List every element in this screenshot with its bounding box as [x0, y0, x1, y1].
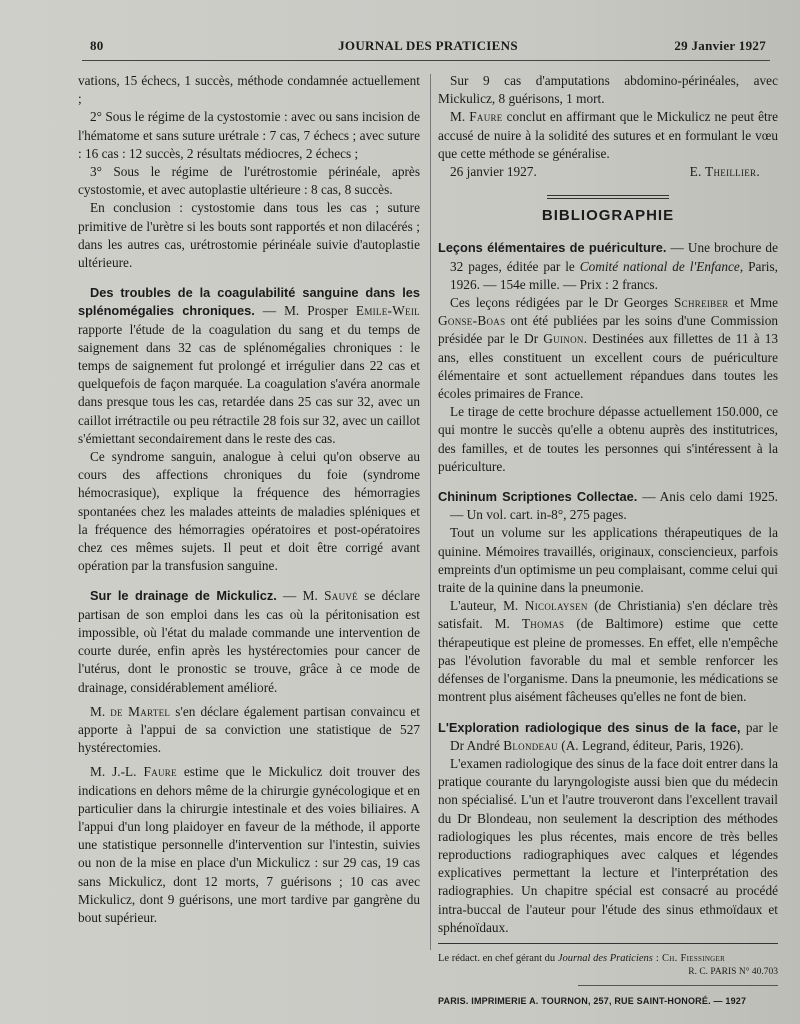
right-column [438, 72, 778, 1010]
journal-title: JOURNAL DES PRATICIENS [338, 38, 518, 53]
paragraph: M. J.-L. Faure estime que le Mickulicz doit trouver des indications en dehors même de la chirurgie gynécologique et en particulier dans la chirurgie intestinale et des voies biliaires. A l'appui d'un long plaidoyer en faveur de la méthode, il apporte une statistique personnelle d'intervention sur l'intestin, suivies ou non de la mise en place d'un Mickulicz : sur 29 cas, 19 cas sans Mickulicz, dont 12 morts, 7 guérisons ; 10 cas avec Mickulicz, dont 9 guérisons, une mort tardive par gangrène du bout supérieur. [78, 764, 421, 925]
signature-line [438, 163, 778, 181]
paragraph: Tout un volume sur les applications thérapeutiques de la quinine. Mémoires travaillés, originaux, consciencieux, parfois empreints d'un optimisme un peu complaisant, comme celui qui traite de la quinine dans la pneumonie. [438, 525, 778, 596]
paragraph: 2° Sous le régime de la cystostomie : avec ou sans incision de l'hématome et sans suture urétrale : 7 cas, 7 échecs ; avec suture : 16 cas : 12 succès, 2 résultats médiocres, 2 échecs ; [78, 109, 420, 161]
author-name: Faure [469, 109, 503, 125]
paragraph: L'auteur, M. Nicolaysen (de Christiania) s'en déclare très satisfait. M. Thomas (de Baltimore) estime que cette thérapeutique est pleine de promesses. En effet, elle n'empêche pas l'évolution favorable du mal et semble renforcer les défenses de l'organisme. Dans la pneumonie, les médications se montrent plus aisément fâcheuses qu'elles ne font de bien. [438, 598, 778, 705]
column-divider [430, 74, 431, 950]
signature-name: E. Theillier. [689, 164, 760, 180]
bibliography-heading: BIBLIOGRAPHIE [541, 207, 675, 225]
book-title: L'Exploration radiologique des sinus de la face, [438, 719, 741, 735]
author-name: Emile-Weil [355, 303, 420, 319]
paragraph: Ces leçons rédigées par le Dr Georges Schreiber et Mme Gonse-Boas ont été publiées par les soins d'une Commission présidée par le Dr Guinon. Destinées aux fillettes de 11 à 13 ans, elles constituent un excellent cours de puériculture élémentaire et sont actuellement répandues dans toutes les écoles primaires de France. [438, 295, 778, 402]
book-title: Leçons élémentaires de puériculture. [438, 240, 667, 256]
paragraph: 3° Sous le régime de l'urétrostomie périnéale, après cystostomie, et avec autoplastie ultérieure : 8 cas, 8 succès. [78, 164, 420, 198]
book-title: Chininum Scriptiones Collectae. [438, 489, 638, 505]
signature-date: 26 janvier 1927. [450, 164, 537, 180]
article-coagulation: Des troubles de la coagulabilité sanguine dans les splénomégalies chroniques. — M. Prosper Emile-Weil rapporte l'étude de la coagulation du sang et du temps de saignement dans 32 cas de splénomégalies chroniques : le temps de saignement fut prolongé et irrégulier dans 22 cas et quelquefois de façon marquée. La coagulation s'avéra anormale dans presque tous les cas, retardée dans 25 cas sur 32, avec un caillot irrétractile ou peu rétractile 28 fois sur 32, avec un caillot s'émiettant secondairement dans le reste des cas. [78, 285, 420, 446]
issue-date: 29 Janvier 1927 [674, 38, 766, 53]
paragraph: M. de Martel s'en déclare également partisan convaincu et apporte à l'appui de sa conviction une statistique de 527 hystérectomies. [78, 703, 420, 756]
book-entry-puericulture: Leçons élémentaires de puériculture. — Une brochure de 32 pages, éditée par le Comité national de l'Enfance, Paris, 1926. — 154e mille. — Prix : 2 francs. [438, 240, 778, 292]
book-entry-radiologie: L'Exploration radiologique des sinus de la face, par le Dr André Blondeau (A. Legrand, éditeur, Paris, 1926). [438, 719, 778, 753]
paragraph: M. Faure conclut en affirmant que le Mickulicz ne peut être accusé de nuire à la solidité des sutures et en formulant le vœu que cette méthode se généralise. [438, 109, 778, 161]
author-name: Sauvé [324, 588, 358, 604]
paragraph: Le tirage de cette brochure dépasse actuellement 150.000, ce qui montre le succès qu'elle a obtenu auprès des institutrices, des familles, et de toutes les personnes qui s'intéressent à la puériculture. [438, 404, 778, 474]
registration-line: R. C. PARIS N° 40.703 [688, 966, 778, 977]
book-entry-chininum: Chininum Scriptiones Collectae. — Anis celo dami 1925. — Un vol. cart. in-8°, 275 pages. [438, 489, 778, 523]
paragraph: En conclusion : cystostomie dans tous les cas ; suture primitive de l'urètre si les bouts sont rapportés et non dilacérés ; dans les autres cas, urétrostomie périnéale suivie d'autoplastie ultérieure. [78, 200, 420, 271]
left-column [78, 72, 420, 927]
author-name: Faure [143, 764, 177, 780]
paragraph: vations, 15 échecs, 1 succès, méthode condamnée actuellement ; [78, 73, 420, 107]
editor-line: Le rédact. en chef gérant du Journal des Praticiens : Ch. Fiessinger [438, 952, 726, 964]
footer-rule [438, 943, 778, 944]
author-name: de Martel [110, 703, 171, 719]
article-title: Des troubles de la coagulabilité sanguine dans les splénomégalies chroniques. [78, 285, 420, 319]
paragraph: Ce syndrome sanguin, analogue à celui qu'on observe au cours des affections chroniques du foie (syndrome hémocrasique), explique la fréquence des hémorragies spontanées chez les malades atteints de maladies spléniques et la fréquence des hémorragies opératoires et post-opératoires chez ces mêmes sujets. Il peut et doit être corrigé avant opération par la transfusion sanguine. [78, 449, 420, 574]
article-mickulicz: Sur le drainage de Mickulicz. — M. Sauvé se déclare partisan de son emploi dans les cas où la péritonisation est impossible, où l'état du malade commande une intervention de courte durée, enfin après les hystérectomies pour cancer de l'utérus, dont le pronostic se trouve, grâce à ce mode de drainage, considérablement amélioré. [78, 588, 421, 695]
section-rule [547, 195, 669, 199]
printer-line: PARIS. IMPRIMERIE A. TOURNON, 257, RUE SAINT-HONORÉ. — 1927 [438, 995, 747, 1006]
footer-rule-2 [578, 985, 778, 986]
paragraph: L'examen radiologique des sinus de la face doit entrer dans la pratique courante du laryngologiste aussi bien que du médecin non spécialisé. L'un et l'autre trouveront dans l'excellent travail du Dr Blondeau, non seulement la description des méthodes radiologiques les plus récentes, mais encore de très belles reproductions radiographiques avec calques et légendes explicatives permettant la lecture et l'interprétation des radiographies. Un chapitre spécial est consacré au procédé intra-buccal de l'auteur pour l'étude des sinus ethmoïdaux et sphénoïdaux. [438, 755, 778, 935]
page-number: 80 [90, 38, 104, 53]
header-rule [82, 60, 770, 61]
article-title: Sur le drainage de Mickulicz. [90, 588, 277, 604]
paragraph: Sur 9 cas d'amputations abdomino-périnéales, avec Mickulicz, 8 guérisons, 1 mort. [438, 73, 778, 107]
